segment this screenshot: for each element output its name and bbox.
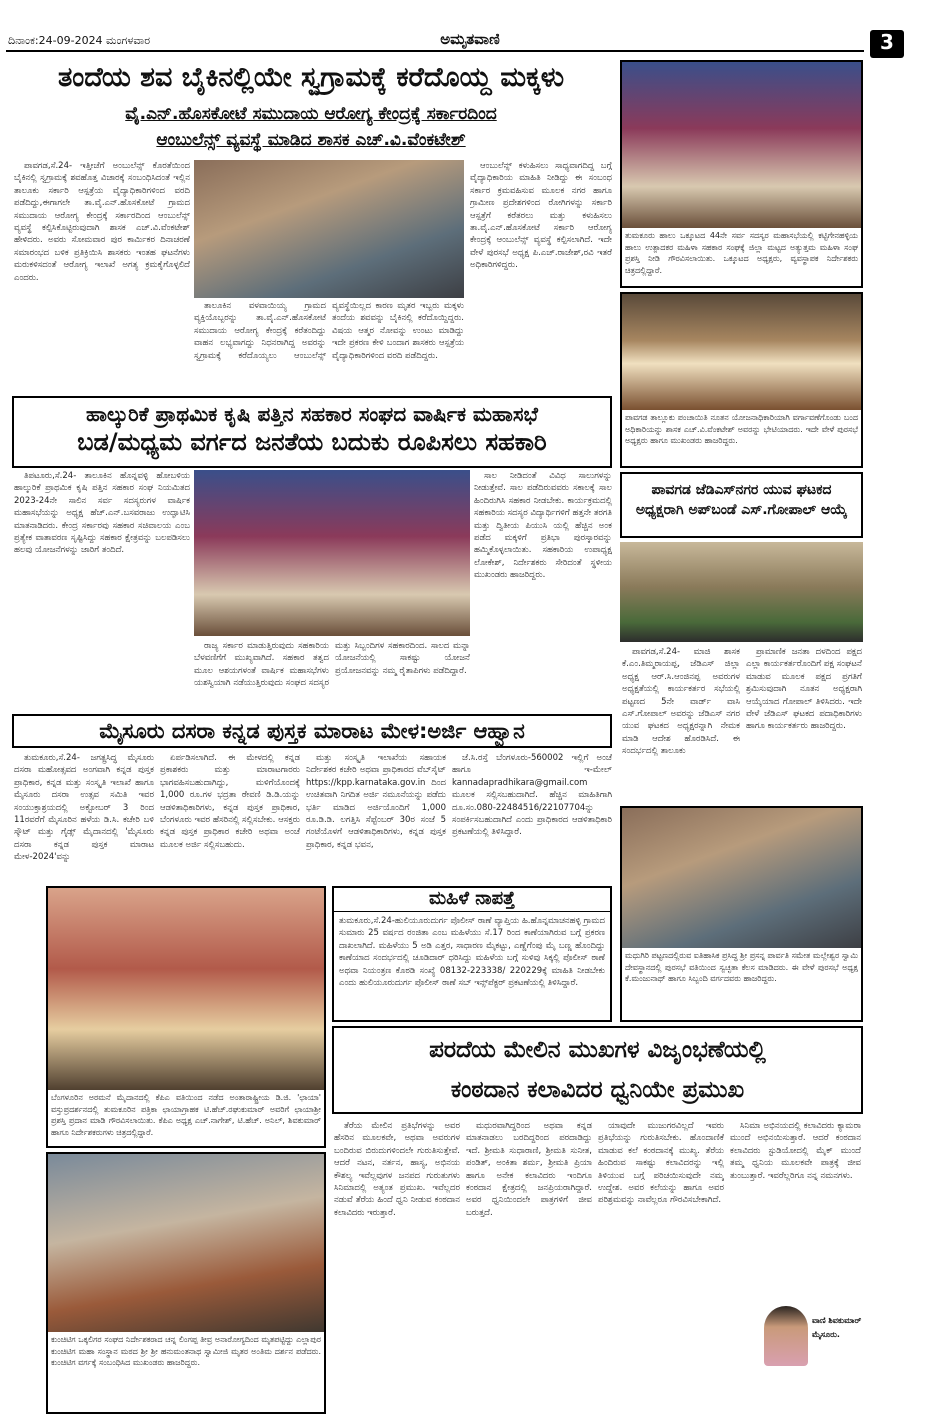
right-caption3: ಮಧುಗಿರಿ ಪಟ್ಟಣದಲ್ಲಿರುವ ಐತಿಹಾಸಿಕ ಪ್ರಸಿದ್ಧ ಶ್ರೀ ಪ್ರಸನ್ನ ಪಾರ್ವತಿ ಸಮೇತ ಮಲ್ಲೇಶ್ವರ ಸ್ವಾಮಿ ದೇವಸ್ಥಾನದಲ್ಲಿ ಪುರಸಭೆ ವತಿಯಿಂದ ಸ್ವಚ್ಛತಾ ಕೆಲಸ ಮಾಡಿದರು. ಈ ವೇಳೆ ಪುರಸಭೆ ಅಧ್ಯಕ್ಷ ಕೆ.ಮಂಜುನಾಥ್ ಹಾಗೂ ಸಿಬ್ಬಂದಿ ವರ್ಗದವರು ಹಾಜರಿದ್ದರು. bbox=[625, 951, 858, 983]
story3-col3 bbox=[306, 752, 446, 882]
story2-col1-text: ತಿಪಟೂರು,ಸೆ.24- ತಾಲೂಕಿನ ಹೊನ್ನವಳ್ಳಿ ಹೋಬಳಿಯ ಹಾಲ್ಕುರಿಕೆ ಪ್ರಾಥಮಿಕ ಕೃಷಿ ಪತ್ತಿನ ಸಹಕಾರ ಸಂಘ ನಿಯಮಿತದ 2023-24ನೇ ಸಾಲಿನ ಸರ್ವ ಸದಸ್ಯರುಗಳ ವಾರ್ಷಿಕ ಮಹಾಸಭೆಯನ್ನು ಅಧ್ಯಕ್ಷ ಹೆಚ್.ಎನ್.ಬಸವರಾಜು ಉದ್ಘಾಟಿಸಿ ಮಾತನಾಡಿದರು. ಕೇಂದ್ರ ಸರ್ಕಾರವು ಸಹಕಾರ ಸಚಿವಾಲಯ ಎಂಬ ಪ್ರತ್ಯೇಕ ವಾತಾವರಣ ಸೃಷ್ಟಿಸಿದ್ದು ಸಹಕಾರ ಕ್ಷೇತ್ರವನ್ನು ಬಲಪಡಿಸಲು ಹಲವು ಯೋಜನೆಗಳನ್ನು ಜಾರಿಗೆ ತಂದಿದೆ. bbox=[14, 471, 190, 556]
story3-col3-text: ಮತ್ತು ಸಂಸ್ಕೃತಿ ಇಲಾಖೆಯ ಸಹಾಯಕ ನಿರ್ದೇಶಕರ ಕಚೇರಿ ಅಥವಾ ಪ್ರಾಧಿಕಾರದ ವೆಬ್‌ಸೈಟ್ https://kpp.karnataka.gov.in ದಿಂದ ಉಚಿತವಾಗಿ ನಿಗದಿತ ಅರ್ಜಿ ನಮೂನೆಯನ್ನು ಪಡೆದು ಭರ್ತಿ ಮಾಡಿದ ಅರ್ಜಿಯೊಂದಿಗೆ 1,000 ರೂ.ಡಿ.ಡಿ. ಲಗತ್ತಿಸಿ ಸೆಪ್ಟೆಂಬರ್ 30ರ ಸಂಜೆ 5 ಗಂಟೆಯೊಳಗೆ ಆಡಳಿತಾಧಿಕಾರಿಗಳು, ಕನ್ನಡ ಪುಸ್ತಕ ಪ್ರಾಧಿಕಾರ, ಕನ್ನಡ ಭವನ, bbox=[306, 753, 446, 850]
right-caption2: ಪಾವಗಡ ತಾಲ್ಲೂಕು ಪಂಚಾಯಿತಿ ನೂತನ ಯೋಜನಾಧಿಕಾರಿಯಾಗಿ ವರ್ಗಾವಣೆಗೊಂಡು ಬಂದ ಅಧಿಕಾರಿಯನ್ನು ಶಾಸಕ ಎಚ್.ವಿ.ವೆಂಕಟೇಶ್ ಅವರನ್ನು ಭೇಟಿಯಾದರು. ಇದೇ ವೇಳೆ ಪುರಸಭೆ ಅಧ್ಯಕ್ಷರು ಹಾಗೂ ಮುಖಂಡರು ಹಾಜರಿದ್ದರು. bbox=[625, 413, 858, 445]
right-photo4-block bbox=[620, 806, 863, 1022]
header-rule bbox=[6, 50, 864, 52]
story4-col1-text: ತೆರೆಯ ಮೇಲಿನ ಪ್ರತಿಭೆಗಳನ್ನು ಅವರ ಹೆಸರಿನ ಮೂಲಕವೇ, ಅಥವಾ ಅವರುಗಳ ಬಂದಿರುವ ಬಿರುದುಗಳಿಂದಲೇ ಗುರುತಿಸುತ್ತೇವೆ. ಆದರೆ ನಟನ, ನರ್ತನ, ಹಾಸ್ಯ, ಅಭಿನಯ ಕೌಶಲ್ಯ ಇವೆಲ್ಲವುಗಳ ಜನಪದ ಗುರುತುಗಳು ಸಿನಿಮಾದಲ್ಲಿ ಅತ್ಯಂತ ಪ್ರಮುಖ. ಇವೆಲ್ಲದರ ನಡುವೆ ತೆರೆಯ ಹಿಂದೆ ಧ್ವನಿ ನೀಡುವ ಕಂಠದಾನ ಕಲಾವಿದರು ಇರುತ್ತಾರೆ. bbox=[334, 1121, 460, 1218]
right-colA-text: ಪಾವಗಡ,ಸೆ.24- ಮಾಜಿ ಶಾಸಕ ಕೆ.ಎಂ.ತಿಮ್ಮರಾಯಪ್ಪ, ಜೆಡಿಎಸ್ ಜಿಲ್ಲಾ ಅಧ್ಯಕ್ಷ ಆರ್.ಸಿ.ಆಂಜಿನಪ್ಪ ಅವರುಗಳ ಅಧ್ಯಕ್ಷತೆಯಲ್ಲಿ ಕಾರ್ಯಕರ್ತರ ಸಭೆಯಲ್ಲಿ ಪಟ್ಟಣದ 5ನೇ ವಾರ್ಡ್ ವಾಸಿ ಎಸ್.ಗೋಪಾಲ್ ಅವರನ್ನು ಜೆಡಿಎಸ್ ನಗರ ಯುವ ಘಟಕದ ಅಧ್ಯಕ್ಷರನ್ನಾಗಿ ನೇಮಕ ಮಾಡಿ ಆದೇಶ ಹೊರಡಿಸಿದೆ. ಈ ಸಂದರ್ಭದಲ್ಲಿ ತಾಲೂಕು bbox=[622, 647, 740, 757]
story2-col1 bbox=[14, 470, 190, 710]
right-colB-text: ಪ್ರಾಮಾಣಿಕ ಜನತಾ ದಳದಿಂದ ಪಕ್ಷದ ಎಲ್ಲಾ ಕಾರ್ಯಕರ್ತರೊಂದಿಗೆ ಪಕ್ಷ ಸಂಘಟನೆ ಮಾಡುವ ಮೂಲಕ ಪಕ್ಷದ ಪ್ರಗತಿಗೆ ಶ್ರಮಿಸುವುದಾಗಿ ನೂತನ ಅಧ್ಯಕ್ಷರಾಗಿ ಆಯ್ಕೆಯಾದ ಗೋಪಾಲ್ ತಿಳಿಸಿದರು. ಇದೇ ವೇಳೆ ಜೆಡಿಎಸ್ ಘಟಕದ ಪದಾಧಿಕಾರಿಗಳು ಹಾಗೂ ಕಾರ್ಯಕರ್ತರು ಹಾಜರಿದ್ದರು. bbox=[746, 647, 862, 732]
story1-col3-text: ಆಂಬುಲೆನ್ಸ್ ಕಳುಹಿಸಲು ಸಾಧ್ಯವಾಗದಿದ್ದ ಬಗ್ಗೆ ವೈದ್ಯಾಧಿಕಾರಿಯ ಮಾಹಿತಿ ನೀಡಿದ್ದು ಈ ಸಂಬಂಧ ಸರ್ಕಾರ ಕ್ರಮವಹಿಸುವ ಮೂಲಕ ನಗರ ಹಾಗೂ ಗ್ರಾಮೀಣ ಪ್ರದೇಶಗಳಿಂದ ರೋಗಿಗಳನ್ನು ಸರ್ಕಾರಿ ಆಸ್ಪತ್ರೆಗೆ ಕರೆತರಲು ಮತ್ತು ಕಳುಹಿಸಲು ತಾ.ವೈ.ಎನ್.ಹೊಸಕೋಟೆ ಸರ್ಕಾರಿ ಆರೋಗ್ಯ ಕೇಂದ್ರಕ್ಕೆ ಆಂಬುಲೆನ್ಸ್ ವ್ಯವಸ್ಥೆ ಕಲ್ಪಿಸಲಾಗಿದೆ. ಇದೇ ವೇಳೆ ಪುರಸಭೆ ಅಧ್ಯಕ್ಷ ಪಿ.ಎಚ್.ರಾಜೇಶ್,ರವಿ ಇತರೆ ಅಧಿಕಾರಿಗಳಿದ್ದರು. bbox=[470, 161, 612, 271]
right-photo1 bbox=[622, 62, 861, 228]
story2-photo bbox=[194, 470, 470, 636]
masthead: ಅಮೃತವಾಣಿ bbox=[440, 30, 500, 48]
right-photo2-block bbox=[620, 292, 863, 468]
story4-col4 bbox=[730, 1120, 861, 1300]
condolence-caption: ಕುಂಚಿಟಿಗ ಒಕ್ಕಲಿಗರ ಸಂಘದ ನಿರ್ದೇಶಕರಾದ ಚನ್ನ ಲಿಂಗಪ್ಪ ತೀವ್ರ ಅನಾರೋಗ್ಯದಿಂದ ಮೃತಪಟ್ಟಿದ್ದು ಎಲ್ಲಾಪುರ ಕುಂಚಿಟಿಗ ಮಹಾ ಸಂಸ್ಥಾನ ಮಠದ ಶ್ರೀ ಶ್ರೀ ಹನುಮಂತನಾಥ ಸ್ವಾಮೀಜಿ ಮೃತರ ಅಂತಿಮ ದರ್ಶನ ಪಡೆದರು. ಕುಂಚಿಟಿಗ ವರ್ಗಕ್ಕೆ ಸಂಬಂಧಿಸಿದ ಮುಖಂಡರು ಹಾಜರಿದ್ದರು. bbox=[51, 1335, 321, 1367]
condolence-block bbox=[46, 1152, 326, 1414]
story1-col2-text: ತಾಲೂಕಿನ ವಳವಾಯಿಯ್ಯ ಗ್ರಾಮದ ವ್ಯಕ್ತಿಯೊಬ್ಬರನ್ನು ತಾ.ವೈ.ಎನ್.ಹೊಸಕೋಟೆ ಸಮುದಾಯ ಆರೋಗ್ಯ ಕೇಂದ್ರಕ್ಕೆ ಕರೆತಂದಿದ್ದು ವಾಹನ ಲಭ್ಯವಾಗದ್ದು ನಿಧನರಾಗಿದ್ದ ಅವರನ್ನು ಸ್ವಗ್ರಾಮಕ್ಕೆ ಕರೆದೊಯ್ಯಲು ಆಂಬುಲೆನ್ಸ್ ವ್ಯವಸ್ಥೆಯಿಲ್ಲದ ಕಾರಣ ಮೃತರ ಇಬ್ಬರು ಮಕ್ಕಳು ತಂದೆಯ ಶವವನ್ನು ಬೈಕಿನಲ್ಲಿ ಕರೆದೊಯ್ದಿದ್ದರು. ವಿಷಯ ಆತ್ಮರ ನೋವನ್ನು ಉಂಟು ಮಾಡಿದ್ದು ಇದೇ ಪ್ರಕರಣ ಕೇಳಿ ಬಂದಾಗ ಶಾಸಕರು ಆಸ್ಪತ್ರೆಯ ವೈದ್ಯಾಧಿಕಾರಿಗಳಿಂದ ವರದಿ ಪಡೆದಿದ್ದರು. bbox=[194, 301, 464, 361]
award-photo bbox=[48, 888, 324, 1090]
story4-col1 bbox=[334, 1120, 460, 1412]
story3-col4-text: ಜೆ.ಸಿ.ರಸ್ತೆ ಬೆಂಗಳೂರು-560002 ಇಲ್ಲಿಗೆ ಅಂಚೆ ಹಾಗೂ ಇ-ಮೇಲ್ kannadapradhikara@gmail.com ಮೂಲಕ ಸಲ್ಲಿಸಬಹುದಾಗಿದೆ. ಹೆಚ್ಚಿನ ಮಾಹಿತಿಗಾಗಿ ದೂ.ಸಂ.080-22484516/22107704ನ್ನು ಸಂಪರ್ಕಿಸಬಹುದಾಗಿದೆ ಎಂದು ಪ್ರಾಧಿಕಾರದ ಆಡಳಿತಾಧಿಕಾರಿ ಪ್ರಕಟಣೆಯಲ್ಲಿ ತಿಳಿಸಿದ್ದಾರೆ. bbox=[452, 753, 612, 838]
story2-col3-text: ಸಾಲ ನೀಡಿದಂತೆ ವಿವಿಧ ಸಾಲುಗಳನ್ನು ನೀಡುತ್ತೇವೆ. ಸಾಲ ಪಡೆದಿರುವವರು ಸಕಾಲಕ್ಕೆ ಸಾಲ ಹಿಂದಿರುಗಿಸಿ ಸಹಕಾರ ನೀಡಬೇಕು. ಕಾರ್ಯಕ್ರಮದಲ್ಲಿ ಸಹಕಾರಿಯ ಸದಸ್ಯರ ವಿದ್ಯಾರ್ಥಿಗಳಿಗೆ ಹತ್ತನೇ ತರಗತಿ ಮತ್ತು ದ್ವಿತೀಯ ಪಿಯುಸಿ ಯಲ್ಲಿ ಹೆಚ್ಚಿನ ಅಂಕ ಪಡೆದ ಮಕ್ಕಳಿಗೆ ಪ್ರತಿಭಾ ಪುರಸ್ಕಾರವನ್ನು ಹಮ್ಮಿಕೊಳ್ಳಲಾಯಿತು. ಸಹಕಾರಿಯ ಉಪಾಧ್ಯಕ್ಷ ಲೋಕೇಶ್, ನಿರ್ದೇಶಕರು ಸೇರಿದಂತೆ ಸ್ಥಳೀಯ ಮುಖಂಡರು ಹಾಜರಿದ್ದರು. bbox=[474, 471, 612, 581]
story3-headline: ಮೈಸೂರು ದಸರಾ ಕನ್ನಡ ಪುಸ್ತಕ ಮಾರಾಟ ಮೇಳ:ಅರ್ಜಿ ಆಹ್ವಾನ bbox=[99, 719, 525, 743]
award-block bbox=[46, 886, 326, 1148]
right-headline-box bbox=[620, 472, 863, 538]
story4-col3-text: ಯಾವುದೇ ಮುಜುಗರವಿಲ್ಲದೆ ಇವರು ಪ್ರತಿಭೆಯನ್ನು ಗುರುತಿಸಬೇಕು. ಹೊಂದಾಣಿಕೆ ಮಾಡುವ ಕಲೆ ಕಂಠದಾನಕ್ಕೆ ಮುಖ್ಯ. ತೆರೆಯ ಹಿಂದಿರುವ ಸಾಕಷ್ಟು ಕಲಾವಿದರನ್ನು ಇಲ್ಲಿ ತಿಳಿಯುವ ಬಗ್ಗೆ ಪರಿಚಯಿಸುವುದೇ ನಮ್ಮ ಉದ್ದೇಶ. ಅವರ ಕಲೆಯನ್ನು ಹಾಗೂ ಅವರ ಪರಿಶ್ರಮವನ್ನು ನಾವೆಲ್ಲರೂ ಗೌರವಿಸಬೇಕಾಗಿದೆ. bbox=[598, 1121, 724, 1206]
story4-col4-text: ಸಿನಿಮಾ ಅಭಿನಯದಲ್ಲಿ ಕಲಾವಿದರು ಕ್ಯಾಮರಾ ಮುಂದೆ ಅಭಿನಯಿಸುತ್ತಾರೆ. ಆದರೆ ಕಂಠದಾನ ಕಲಾವಿದರು ಸ್ಟುಡಿಯೋದಲ್ಲಿ ಮೈಕ್ ಮುಂದೆ ತಮ್ಮ ಧ್ವನಿಯ ಮೂಲಕವೇ ಪಾತ್ರಕ್ಕೆ ಜೀವ ತುಂಬುತ್ತಾರೆ. ಇವರೆಲ್ಲರಿಗೂ ನನ್ನ ನಮನಗಳು. bbox=[730, 1121, 861, 1181]
right-photo4 bbox=[622, 808, 861, 948]
story2-headline-2: ಬಡ/ಮಧ್ಯಮ ವರ್ಗದ ಜನತೆಯ ಬದುಕು ರೂಪಿಸಲು ಸಹಕಾರಿ bbox=[77, 428, 547, 456]
right-photo3 bbox=[620, 542, 863, 642]
story4-headline-box bbox=[332, 1026, 863, 1114]
story1-col1 bbox=[14, 160, 190, 392]
issue-date: ದಿನಾಂಕ:24-09-2024 ಮಂಗಳವಾರ bbox=[8, 34, 151, 47]
story2-headline-1: ಹಾಲ್ಕುರಿಕೆ ಪ್ರಾಥಮಿಕ ಕೃಷಿ ಪತ್ತಿನ ಸಹಕಾರ ಸಂಘದ ವಾರ್ಷಿಕ ಮಹಾಸಭೆ bbox=[86, 402, 538, 426]
author-name: ವಾಣಿ ಶಿವಕುಮಾರ್ bbox=[812, 1316, 862, 1325]
author-avatar bbox=[764, 1306, 808, 1366]
story4-col2-text: ಮಧುರವಾಗಿದ್ದರಿಂದ ಅಥವಾ ಕನ್ನಡ ಮಾತನಾಡಲು ಬರದಿದ್ದರಿಂದ ಪರದಾಡಿದ್ದು ಇದೆ. ಶ್ರೀಮತಿ ಸುಧಾರಾಣಿ, ಶ್ರೀಮತಿ ಸುನೀತ, ಪಂಡಿತ್, ಅಂಕಿತಾ ಶರ್ಮ, ಶ್ರೀಮತಿ ಪ್ರಿಯಾ ಹಾಗೂ ಅನೇಕ ಕಲಾವಿದರು ಇಂದಿಗೂ ಕಂಠದಾನ ಕ್ಷೇತ್ರದಲ್ಲಿ ಜನಪ್ರಿಯರಾಗಿದ್ದಾರೆ. ಅವರ ಧ್ವನಿಯಿಂದಲೇ ಪಾತ್ರಗಳಿಗೆ ಜೀವ ಬರುತ್ತದೆ. bbox=[466, 1121, 592, 1218]
story1-col1-text: ಪಾವಗಡ,ಸೆ.24- ಇತ್ತೀಚೆಗೆ ಅಂಬುಲೆನ್ಸ್ ಕೊರತೆಯಿಂದ ಬೈಕಿನಲ್ಲಿ ಸ್ವಗ್ರಾಮಕ್ಕೆ ಶವಹೊತ್ತ ವಿಚಾರಕ್ಕೆ ಸಂಬಂಧಿಸಿದಂತೆ ಇಲ್ಲಿನ ತಾಲೂಕು ಸರ್ಕಾರಿ ಆಸ್ಪತ್ರೆಯ ವೈದ್ಯಾಧಿಕಾರಿಗಳಿಂದ ವರದಿ ಪಡೆದಿದ್ದು,ಈಗಾಗಲೇ ತಾ.ವೈ.ಎನ್.ಹೊಸಕೋಟೆ ಗ್ರಾಮದ ಸಮುದಾಯ ಆರೋಗ್ಯ ಕೇಂದ್ರಕ್ಕೆ ಸರ್ಕಾರದಿಂದ ಆಂಬುಲೆನ್ಸ್ ವ್ಯವಸ್ಥೆ ಕಲ್ಪಿಸಿಕೊಟ್ಟಿರುವುದಾಗಿ ಶಾಸಕ ಎಚ್.ವಿ.ವೆಂಕಟೇಶ್ ಹೇಳಿದರು. ಅವರು ಸೋಮವಾರ ಪುರ ಕಾರ್ಮಿಕರ ದಿನಾಚರಣೆ ಸಮಾರಂಭದ ಬಳಿಕ ಪ್ರತಿಕ್ರಿಯಿಸಿ ಶಾಸಕರು ಇಂತಹ ಘಟನೆಗಳು ಮರುಕಳಿಸದಂತೆ ಆರೋಗ್ಯ ಇಲಾಖೆ ಅಗತ್ಯ ಕ್ರಮಕೈಗೊಳ್ಳಲಿದೆ ಎಂದರು. bbox=[14, 161, 190, 283]
story2-col3 bbox=[474, 470, 612, 710]
right-colA bbox=[622, 646, 740, 802]
story1-subheadline-2: ಆಂಬುಲೆನ್ಸ್ ವ್ಯವಸ್ಥೆ ಮಾಡಿದ ಶಾಸಕ ಎಚ್.ವಿ.ವೆಂಕಟೇಶ್ bbox=[156, 130, 466, 150]
missing-person-box bbox=[332, 886, 612, 1022]
story3-headline-box bbox=[12, 714, 612, 748]
right-caption1: ತುಮಕೂರು ಹಾಲು ಒಕ್ಕೂಟದ 44ನೇ ಸರ್ವ ಸದಸ್ಯರ ಮಹಾಸಭೆಯಲ್ಲಿ ಕಟ್ಟಿಗೇನಹಳ್ಳಿಯ ಹಾಲು ಉತ್ಪಾದಕರ ಮಹಿಳಾ ಸಹಕಾರ ಸಂಘಕ್ಕೆ ಜಿಲ್ಲಾ ಮಟ್ಟದ ಅತ್ಯುತ್ತಮ ಮಹಿಳಾ ಸಂಘ ಪ್ರಶಸ್ತಿ ನೀಡಿ ಗೌರವಿಸಲಾಯಿತು. ಒಕ್ಕೂಟದ ಅಧ್ಯಕ್ಷರು, ವ್ಯವಸ್ಥಾಪಕ ನಿರ್ದೇಶಕರು ಚಿತ್ರದಲ್ಲಿದ್ದಾರೆ. bbox=[625, 231, 858, 275]
story4-headline-2: ಕಂಠದಾನ ಕಲಾವಿದರ ಧ್ವನಿಯೇ ಪ್ರಮುಖ bbox=[450, 1077, 745, 1103]
story2-col2-text: ರಾಜ್ಯ ಸರ್ಕಾರ ಮಾಡುತ್ತಿರುವುದು ಸಹಕಾರಿಯ ಬೆಳವಣಿಗೆಗೆ ಮುಖ್ಯವಾಗಿದೆ. ಸಹಕಾರ ತತ್ವದ ಮೂಲ ಆಶಯಗಳಂತೆ ವಾರ್ಷಿಕ ಮಹಾಸಭೆಗಳು ಯಶಸ್ವಿಯಾಗಿ ನಡೆಯುತ್ತಿರುವುದು ಸಂಘದ ಸದಸ್ಯರ ಮತ್ತು ಸಿಬ್ಬಂದಿಗಳ ಸಹಕಾರದಿಂದ. ಸಾಲದ ಮನ್ನಾ ಯೋಜನೆಯಲ್ಲಿ ಸಾಕಷ್ಟು ಯೋಜನೆ ಪ್ರಯೋಜನವನ್ನು ನಮ್ಮ ರೈತಾಪಿಗಳು ಪಡೆದಿದ್ದಾರೆ. bbox=[194, 641, 470, 689]
right-colB bbox=[746, 646, 862, 802]
story3-col4 bbox=[452, 752, 612, 882]
story3-col1 bbox=[14, 752, 154, 882]
missing-person-title: ಮಹಿಳೆ ನಾಪತ್ತೆ bbox=[334, 888, 610, 912]
story1-col3 bbox=[470, 160, 612, 392]
right-headline: ಪಾವಗಡ ಜೆಡಿಎಸ್‌ನಗರ ಯುವ ಘಟಕದ ಅಧ್ಯಕ್ಷರಾಗಿ ಅಪ್‌ಬಂಡೆ ಎಸ್.ಗೋಪಾಲ್ ಆಯ್ಕೆ bbox=[635, 482, 848, 518]
story4-headline-1: ಪರದೆಯ ಮೇಲಿನ ಮುಖಗಳ ವಿಜೃಂಭಣೆಯಲ್ಲಿ bbox=[429, 1037, 766, 1063]
story1-headline: ತಂದೆಯ ಶವ ಬೈಕಿನಲ್ಲಿಯೇ ಸ್ವಗ್ರಾಮಕ್ಕೆ ಕರೆದೊಯ್ದ ಮಕ್ಕಳು bbox=[57, 62, 565, 93]
story3-col2 bbox=[160, 752, 300, 882]
condolence-photo bbox=[48, 1154, 324, 1332]
story4-col3 bbox=[598, 1120, 724, 1412]
story2-col2 bbox=[194, 640, 470, 710]
story1-subheadline-1: ವೈ.ಎನ್.ಹೊಸಕೋಟೆ ಸಮುದಾಯ ಆರೋಗ್ಯ ಕೇಂದ್ರಕ್ಕೆ ಸರ್ಕಾರದಿಂದ bbox=[125, 104, 497, 124]
page-number: 3 bbox=[870, 30, 904, 58]
story2-headline-box bbox=[12, 396, 612, 468]
missing-person-body: ತುಮಕೂರು,ಸೆ.24-ಹುಲಿಯೂರುದುರ್ಗ ಪೊಲೀಸ್ ಠಾಣೆ ವ್ಯಾಪ್ತಿಯ ಹಿ.ಹೊನ್ನಮಾಚನಹಳ್ಳಿ ಗ್ರಾಮದ ಸುಮಾರು 25 ವರ್ಷದ ರಂಜಿತಾ ಎಂಬ ಮಹಿಳೆಯು ಸೆ.17 ರಿಂದ ಕಾಣೆಯಾಗಿರುವ ಬಗ್ಗೆ ಪ್ರಕರಣ ದಾಖಲಾಗಿದೆ. ಮಹಿಳೆಯು 5 ಅಡಿ ಎತ್ತರ, ಸಾಧಾರಣ ಮೈಕಟ್ಟು, ಎಣ್ಣೆಗೆಂಪು ಮೈ ಬಣ್ಣ ಹೊಂದಿದ್ದು ಕಾಣೆಯಾದ ಸಂದರ್ಭದಲ್ಲಿ ಚೂಡಿದಾರ್ ಧರಿಸಿದ್ದು ಮಹಿಳೆಯ ಬಗ್ಗೆ ಸುಳಿವು ಸಿಕ್ಕಲ್ಲಿ ಪೊಲೀಸ್ ಠಾಣೆ ಅಥವಾ ನಿಯಂತ್ರಣ ಕೊಠಡಿ ಸಂಖ್ಯೆ 08132-223338/ 220229ಕ್ಕೆ ಮಾಹಿತಿ ನೀಡಬೇಕು ಎಂದು ಹುಲಿಯೂರುದುರ್ಗ ಪೊಲೀಸ್ ಠಾಣೆ ಸಬ್ ಇನ್ಸ್‌ಪೆಕ್ಟರ್ ಪ್ರಕಟಣೆಯಲ್ಲಿ ತಿಳಿಸಿದ್ದಾರೆ. bbox=[339, 916, 605, 989]
award-caption: ಬೆಂಗಳೂರಿನ ಅರಮನೆ ಮೈದಾನದಲ್ಲಿ ಕೆಪಿಎ ವತಿಯಿಂದ ನಡೆದ ಅಂತಾರಾಷ್ಟ್ರೀಯ ಡಿ.ಜಿ. 'ಛಾಯಾ' ವಸ್ತುಪ್ರದರ್ಶನದಲ್ಲಿ ತುಮಕೂರಿನ ಪತ್ರಿಕಾ ಛಾಯಾಗ್ರಾಹಕ ಟಿ.ಹೆಚ್.ರಘುಕುಮಾರ್ ಅವರಿಗೆ ಛಾಯಾಶ್ರೀ ಪ್ರಶಸ್ತಿ ಪ್ರದಾನ ಮಾಡಿ ಗೌರವಿಸಲಾಯಿತು. ಕೆಪಿಎ ಅಧ್ಯಕ್ಷ ಎಚ್.ನಾಗೇಶ್, ಟಿ.ಹೆಚ್. ಅನಿಲ್, ಶಿವಕುಮಾರ್ ಹಾಗೂ ನಿರ್ದೇಶಕರುಗಳು ಚಿತ್ರದಲ್ಲಿದ್ದಾರೆ. bbox=[51, 1093, 321, 1137]
story3-col2-text: ಏರ್ಪಡಿಸಲಾಗಿದೆ. ಈ ಮೇಳದಲ್ಲಿ ಕನ್ನಡ ಪ್ರಕಾಶಕರು ಮತ್ತು ಮಾರಾಟಗಾರರು ಭಾಗವಹಿಸಬಹುದಾಗಿದ್ದು, ಮಳಿಗೆಯೊಂದಕ್ಕೆ 1,000 ರೂ.ಗಳ ಭದ್ರತಾ ಠೇವಣಿ ಡಿ.ಡಿ.ಯನ್ನು ಆಡಳಿತಾಧಿಕಾರಿಗಳು, ಕನ್ನಡ ಪುಸ್ತಕ ಪ್ರಾಧಿಕಾರ, ಬೆಂಗಳೂರು ಇವರ ಹೆಸರಿನಲ್ಲಿ ಸಲ್ಲಿಸಬೇಕು. ಆಸಕ್ತರು ಕನ್ನಡ ಪುಸ್ತಕ ಪ್ರಾಧಿಕಾರ ಕಚೇರಿ ಅಥವಾ ಅಂಚೆ ಮೂಲಕ ಅರ್ಜಿ ಸಲ್ಲಿಸಬಹುದು. bbox=[160, 753, 300, 850]
story1-col2 bbox=[194, 300, 464, 392]
right-photo1-block bbox=[620, 60, 863, 288]
story4-col2 bbox=[466, 1120, 592, 1412]
story1-photo bbox=[194, 160, 464, 298]
story3-col1-text: ತುಮಕೂರು,ಸೆ.24- ಜಗತ್ಪ್ರಸಿದ್ಧ ಮೈಸೂರು ದಸರಾ ಮಹೋತ್ಸವದ ಅಂಗವಾಗಿ ಕನ್ನಡ ಪುಸ್ತಕ ಪ್ರಾಧಿಕಾರ, ಕನ್ನಡ ಮತ್ತು ಸಂಸ್ಕೃತಿ ಇಲಾಖೆ ಹಾಗೂ ಮೈಸೂರು ದಸರಾ ಉತ್ಸವ ಸಮಿತಿ ಇವರ ಸಂಯುಕ್ತಾಶ್ರಯದಲ್ಲಿ ಅಕ್ಟೋಬರ್ 3 ರಿಂದ 11ರವರೆಗೆ ಮೈಸೂರಿನ ಹಳೆಯ ಡಿ.ಸಿ. ಕಚೇರಿ ಬಳಿ ಸ್ಕೌಟ್ ಮತ್ತು ಗೈಡ್ಸ್ ಮೈದಾನದಲ್ಲಿ 'ಮೈಸೂರು ದಸರಾ ಕನ್ನಡ ಪುಸ್ತಕ ಮಾರಾಟ ಮೇಳ-2024'ವನ್ನು bbox=[14, 753, 154, 863]
author-place: ಮೈಸೂರು. bbox=[812, 1330, 840, 1339]
right-photo2 bbox=[622, 294, 861, 410]
